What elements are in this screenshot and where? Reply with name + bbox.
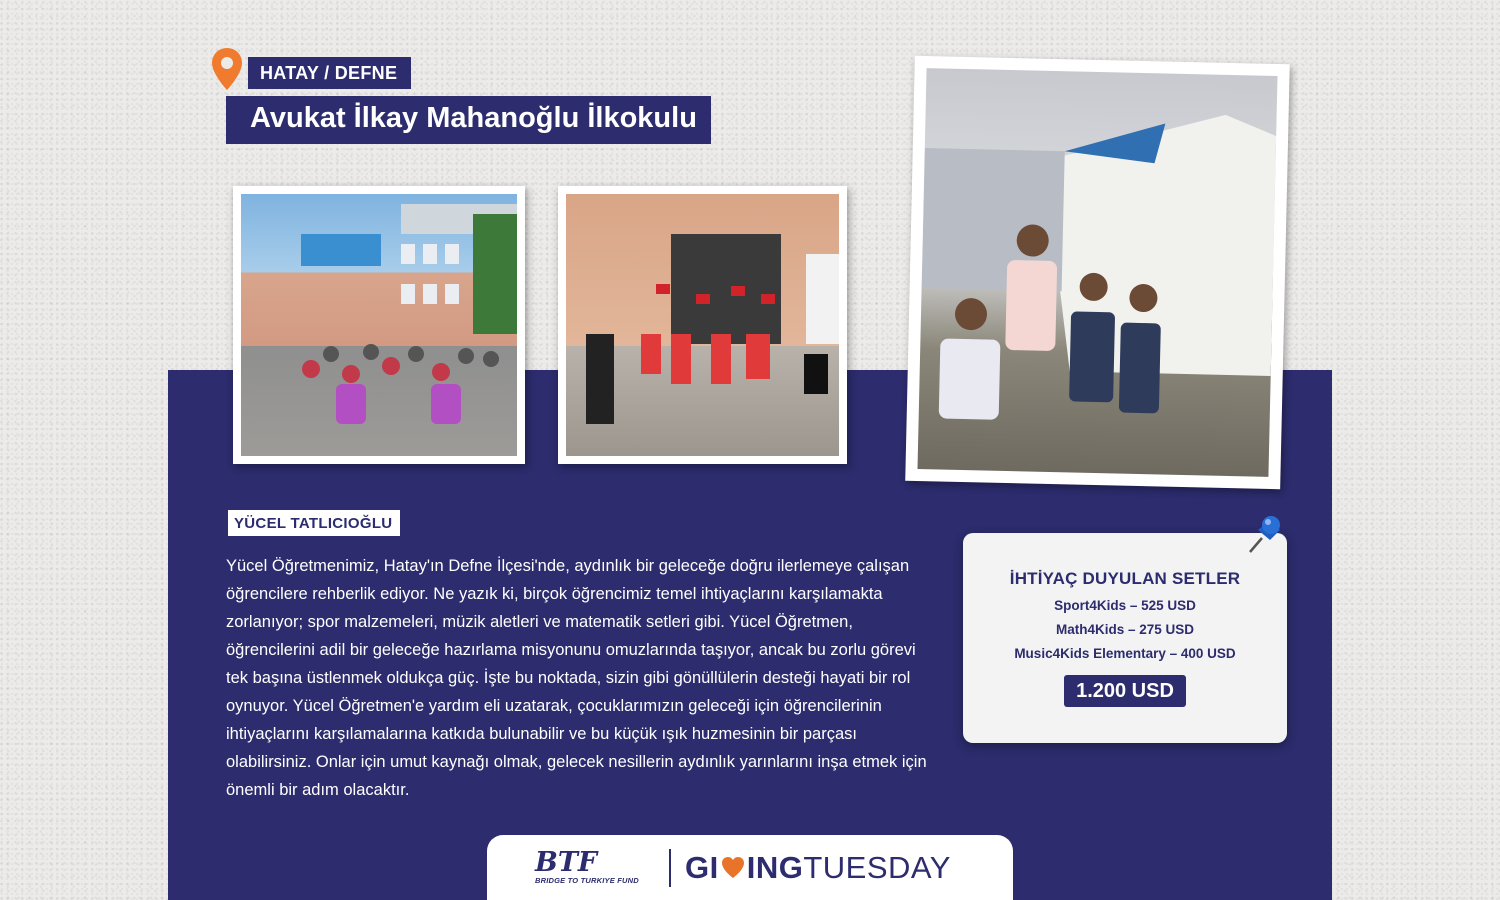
location-pin-icon (210, 46, 244, 92)
btf-logo (535, 847, 655, 885)
photo-frame (905, 56, 1290, 489)
photo-frame (233, 186, 525, 464)
heart-icon (720, 856, 746, 880)
school-title: Avukat İlkay Mahanoğlu İlkokulu (226, 96, 711, 144)
teacher-name-tag: YÜCEL TATLICIOĞLU (228, 510, 400, 536)
needs-card (963, 533, 1287, 743)
footer-divider (669, 849, 671, 887)
btf-mark: BTF (535, 847, 598, 878)
tuesday-word: TUESDAY (803, 849, 951, 885)
students-with-flags-photo (566, 194, 839, 456)
pushpin-icon (1240, 512, 1286, 560)
needs-title: İHTİYAÇ DUYULAN SETLER (1009, 569, 1241, 588)
children-at-tent-camp-photo (917, 68, 1277, 477)
location-tag: HATAY / DEFNE (248, 57, 411, 89)
needs-item-math4kids: Math4Kids – 275 USD (1055, 622, 1195, 637)
teacher-description: Yücel Öğretmenimiz, Hatay'ın Defne İlçesi'nde, aydınlık bir geleceğe doğru ilerlemeye çalışan öğrencilere rehberlik ediyor. Ne yazık ki, birçok öğrencimiz temel ihtiyaçlarını karşılamakta zorlanıyor; spor malzemeleri, müzik aletleri ve matematik setleri gibi. Yücel Öğretmen, öğrencilerini adil bir geleceğe hazırlama misyonunu omuzlarında taşıyor, ancak bu zorlu görevi tek başına üstlenmek oldukça güç. İşte bu noktada, sizin gibi gönüllülerin desteği hayati bir rol oynuyor. Yücel Öğretmen'e yardım eli uzatarak, çocuklarımızın geleceği için öğrencilerinin ihtiyaçlarını karşılamalarına katkıda bulunabilir ve bu küçük ışık huzmesinin bir parçası olabilirsiniz. Onlar için umut kaynağı olmak, gelecek nesillerin aydınlık yarınlarını inşa etmek için önemli bir adım olacaktır. (226, 557, 927, 799)
giving-tuesday-logo (685, 850, 951, 886)
total-amount-badge: 1.200 USD (1064, 675, 1186, 707)
giving-suffix: ING (746, 849, 804, 885)
photo-frame (558, 186, 847, 464)
needs-item-music4kids: Music4Kids Elementary – 400 USD (1014, 646, 1236, 661)
btf-subtitle: BRIDGE TO TURKIYE FUND (535, 876, 639, 885)
needs-item-sport4kids: Sport4Kids – 525 USD (1054, 598, 1196, 613)
school-building-students-photo (241, 194, 517, 456)
giving-prefix: GI (685, 849, 719, 885)
location-row (210, 46, 411, 92)
footer-logo-bar (487, 835, 1013, 900)
